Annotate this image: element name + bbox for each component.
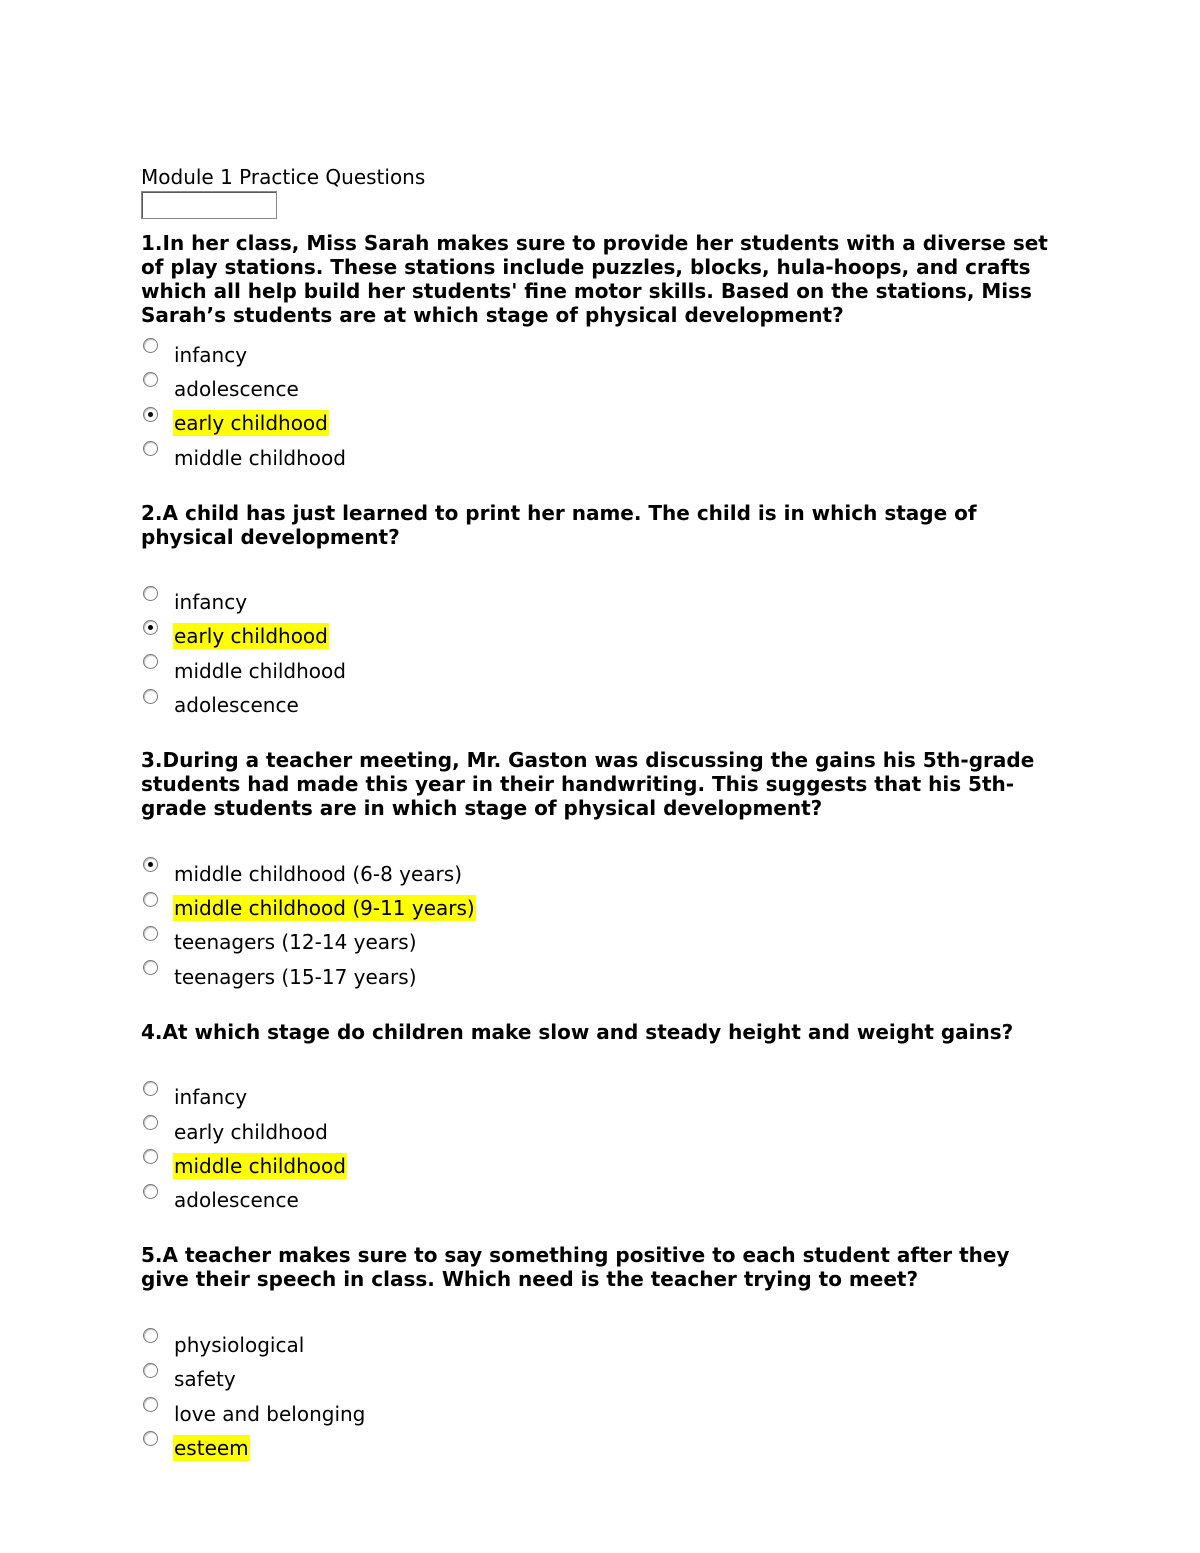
option-label: love and belonging	[174, 1401, 366, 1426]
radio-button[interactable]	[143, 586, 158, 601]
option-label: esteem	[174, 1435, 249, 1460]
option[interactable]	[141, 440, 1061, 474]
option-label: infancy	[174, 590, 248, 615]
radio-button[interactable]	[143, 1115, 158, 1130]
option[interactable]	[141, 619, 1061, 653]
question-text: During a teacher meeting, Mr. Gaston was discussing the gains his 5th-grade students had made this year in their handwriting. This suggests that his 5th-grade students are in which stage of physical development?	[141, 748, 1035, 821]
question-number: 4.	[141, 1019, 163, 1044]
document-title: Module 1 Practice Questions	[141, 165, 426, 189]
option-label: middle childhood	[174, 658, 346, 683]
option-label: middle childhood (9-11 years)	[174, 896, 475, 921]
option[interactable]	[141, 1327, 1061, 1361]
radio-button[interactable]	[143, 689, 158, 704]
question-2	[141, 501, 1061, 549]
options-question-5	[141, 1327, 1061, 1465]
question-5	[141, 1243, 1061, 1291]
radio-button[interactable]	[143, 1081, 158, 1096]
option[interactable]	[141, 371, 1061, 405]
option[interactable]	[141, 1080, 1061, 1114]
question-4	[141, 1020, 1061, 1044]
radio-button[interactable]	[143, 892, 158, 907]
radio-button[interactable]	[143, 1328, 158, 1343]
question-text: A teacher makes sure to say something positive to each student after they give their speech in class. Which need is the teacher trying to meet?	[141, 1243, 1010, 1292]
option-label: adolescence	[174, 376, 299, 401]
answer-input-box[interactable]	[141, 191, 277, 219]
option-label: infancy	[174, 342, 248, 367]
radio-button[interactable]	[143, 960, 158, 975]
radio-button[interactable]	[143, 926, 158, 941]
option-label: teenagers (15-17 years)	[174, 964, 417, 989]
option[interactable]	[141, 959, 1061, 993]
radio-button-selected[interactable]	[143, 857, 158, 872]
option-label: early childhood	[174, 1119, 328, 1144]
question-number: 3.	[141, 748, 163, 773]
option[interactable]	[141, 1362, 1061, 1396]
option-label: middle childhood	[174, 1153, 346, 1178]
radio-button[interactable]	[143, 372, 158, 387]
option[interactable]	[141, 1430, 1061, 1464]
option[interactable]	[141, 406, 1061, 440]
question-1	[141, 231, 1061, 327]
radio-button[interactable]	[143, 1149, 158, 1164]
option[interactable]	[141, 585, 1061, 619]
option-label: safety	[174, 1367, 236, 1392]
option-label: middle childhood (6-8 years)	[174, 861, 462, 886]
option-label: teenagers (12-14 years)	[174, 930, 417, 955]
options-question-2	[141, 585, 1061, 723]
option[interactable]	[141, 688, 1061, 722]
option[interactable]	[141, 1396, 1061, 1430]
option-label: adolescence	[174, 1188, 299, 1213]
radio-button-selected[interactable]	[143, 620, 158, 635]
options-question-1	[141, 337, 1061, 475]
question-number: 5.	[141, 1243, 163, 1268]
option-label: early childhood	[174, 411, 328, 436]
option[interactable]	[141, 1114, 1061, 1148]
option[interactable]	[141, 925, 1061, 959]
question-number: 2.	[141, 500, 163, 525]
option-label: early childhood	[174, 624, 328, 649]
option[interactable]	[141, 856, 1061, 890]
radio-button[interactable]	[143, 1184, 158, 1199]
document-page	[141, 164, 1061, 1465]
option[interactable]	[141, 1148, 1061, 1182]
radio-button[interactable]	[143, 1397, 158, 1412]
radio-button[interactable]	[143, 338, 158, 353]
option[interactable]	[141, 1183, 1061, 1217]
option[interactable]	[141, 337, 1061, 371]
question-text: In her class, Miss Sarah makes sure to provide her students with a diverse set of play stations. These stations include puzzles, blocks, hula-hoops, and crafts which all help build her students' fine motor skills. Based on the stations, Miss Sarah’s students are at which stage of physical development?	[141, 231, 1048, 327]
radio-button[interactable]	[143, 1363, 158, 1378]
option-label: middle childhood	[174, 445, 346, 470]
option[interactable]	[141, 653, 1061, 687]
radio-button[interactable]	[143, 1431, 158, 1446]
question-text: At which stage do children make slow and steady height and weight gains?	[162, 1019, 1014, 1044]
option-label: adolescence	[174, 693, 299, 718]
radio-button-selected[interactable]	[143, 407, 158, 422]
option-label: physiological	[174, 1332, 305, 1357]
radio-button[interactable]	[143, 441, 158, 456]
options-question-4	[141, 1080, 1061, 1218]
options-question-3	[141, 856, 1061, 994]
question-number: 1.	[141, 231, 163, 255]
option-label: infancy	[174, 1085, 248, 1110]
radio-button[interactable]	[143, 654, 158, 669]
question-3	[141, 748, 1061, 820]
question-text: A child has just learned to print her name. The child is in which stage of physical development?	[141, 500, 977, 549]
option[interactable]	[141, 891, 1061, 925]
